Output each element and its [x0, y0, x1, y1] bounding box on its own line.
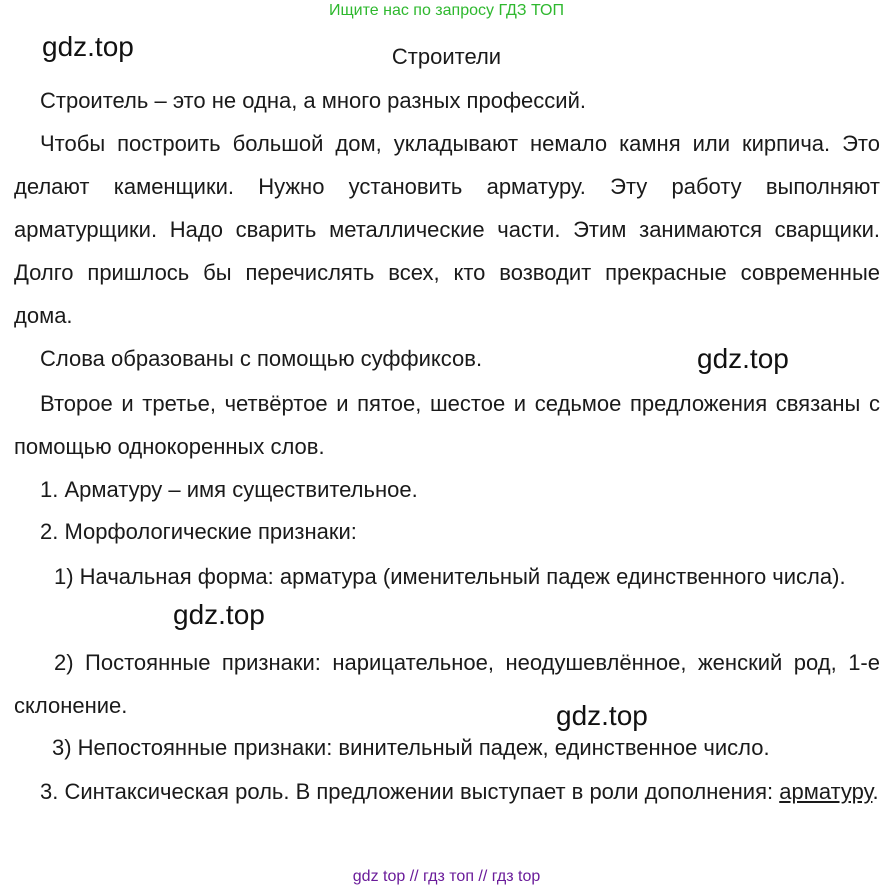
list-item: 2. Морфологические признаки:: [40, 519, 357, 544]
top-banner: Ищите нас по запросу ГДЗ ТОП: [329, 2, 564, 19]
list-item: 1) Начальная форма: арматура (именительный падеж единственного числа).: [54, 564, 846, 589]
paragraph-end: .: [872, 779, 879, 804]
watermark: gdz.top: [556, 700, 648, 731]
list-item: 1. Арматуру – имя существительное.: [40, 477, 418, 502]
list-item: [14, 770, 880, 813]
page-title: Строители: [391, 44, 502, 69]
list-item: 3) Непостоянные признаки: винительный падеж, единственное число.: [52, 735, 770, 760]
watermark: gdz.top: [173, 599, 265, 630]
paragraph-text: 3. Синтаксическая роль. В предложении выступает в роли дополнения:: [40, 779, 774, 804]
watermark: gdz.top: [42, 31, 134, 62]
paragraph: Чтобы построить большой дом, укладывают немало камня или кирпича. Это делают каменщики. Нужно установить арматуру. Эту работу выполняют арматурщики. Надо сварить металлические части. Этим занимаются сварщики. Долго пришлось бы перечислять всех, кто возводит прекрасные современные дома.: [14, 131, 880, 328]
watermark: gdz.top: [697, 343, 789, 374]
list-item: 2) Постоянные признаки: нарицательное, неодушевлённое, женский род, 1-е склонение.: [14, 650, 880, 718]
paragraph: Слова образованы с помощью суффиксов.: [40, 346, 483, 371]
paragraph: Строитель – это не одна, а много разных профессий.: [40, 88, 586, 113]
underlined-word: арматуру: [779, 779, 873, 804]
footer: gdz top // гдз топ // гдз top: [352, 868, 541, 885]
paragraph: Второе и третье, четвёртое и пятое, шестое и седьмое предложения связаны с помощью однокоренных слов.: [14, 391, 880, 459]
